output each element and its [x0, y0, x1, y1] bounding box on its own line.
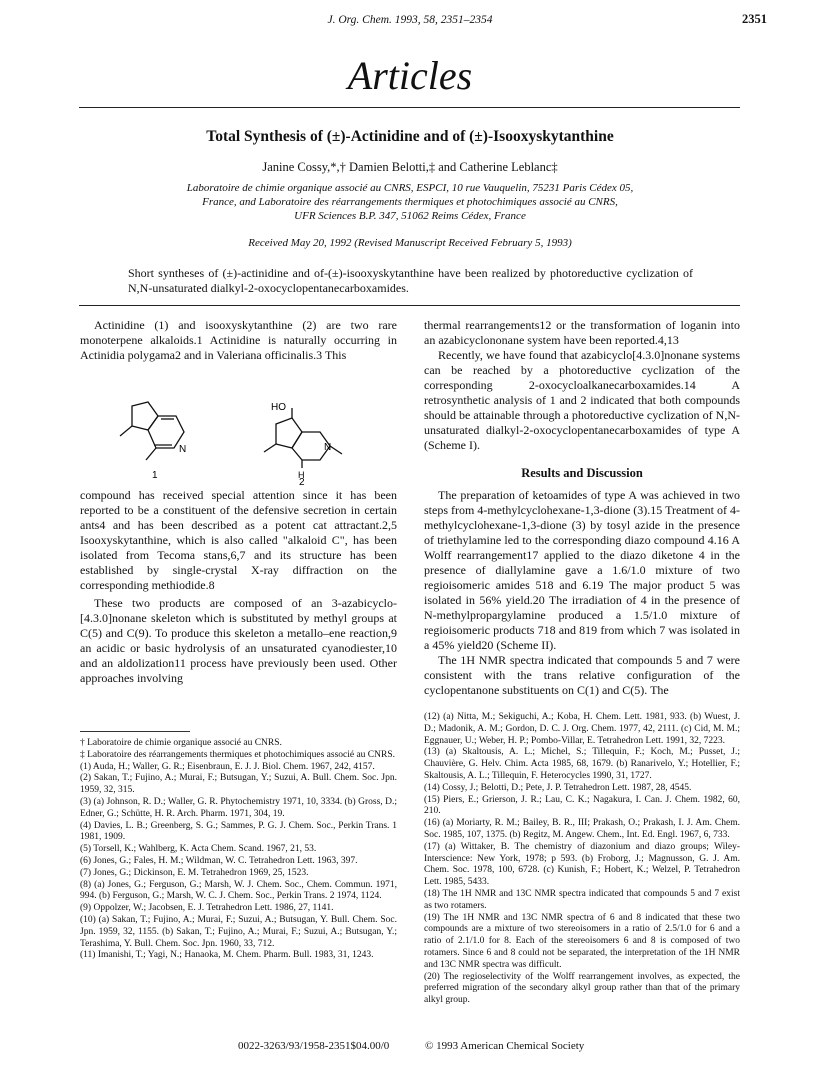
chemical-structures-figure — [80, 394, 397, 486]
page-number: 2351 — [742, 12, 767, 26]
footnote: (18) The 1H NMR and 13C NMR spectra indicated that compounds 5 and 7 exist as two rotamers. — [424, 888, 740, 911]
section-label: Articles — [347, 53, 473, 98]
paragraph: These two products are composed of an 3-azabicyclo-[4.3.0]nonane skeleton which is substituted by methyl groups at C(5) and C(9). To produce this skeleton a metallo–ene reaction,9 an acidic or basic hydrolysis of an unsaturated cyanodiester,10 and an aldolization11 process have previously been used. Other approaches involving — [80, 596, 397, 685]
paragraph: The preparation of ketoamides of type A was achieved in two steps from 4-methylcyclohexane-1,3-dione (3).15 Treatment of 4-methylcyclohexane-1,3-dione (3) by tosyl azide in the presence of triethylamine led to the corresponding diazo compound 4.16 A Wolff rearrangement17 applied to the diazo diketone 4 in the presence of diallylamine gave a 1.6/1.0 mixture of two regioisomeric amides 518 and 6.19 The major product 5 was isolated in 56% yield.20 The irradiation of 4 in the presence of N-methylpropargylamine produced a 1.5/1.0 mixture of regioisomeric products 718 and 819 from which 7 was isolated in a 45% yield20 (Scheme II). — [424, 488, 740, 652]
footnote: (14) Cossy, J.; Belotti, D.; Pete, J. P. Tetrahedron Lett. 1987, 28, 4545. — [424, 782, 692, 793]
footnote: (8) (a) Jones, G.; Ferguson, G.; Marsh, W. J. Chem. Soc., Chem. Commun. 1971, 994. (b) Ferguson, G.; Marsh, W. C. J. Chem. Soc., Perkin Trans. 2 1974, 1124. — [80, 879, 397, 902]
affiliation-line: UFR Sciences B.P. 347, 51062 Reims Cédex, France — [294, 210, 526, 222]
header-rule — [79, 107, 740, 108]
compound-label-1: 1 — [152, 470, 158, 481]
right-col-top — [424, 318, 740, 453]
footnote: (10) (a) Sakan, T.; Fujino, A.; Murai, F.; Suzui, A.; Butsugan, Y. Bull. Chem. Soc. Jpn. 1959, 32, 1155. (b) Sakan, T.; Fujino, A.; Murai, F.; Suzui, A.; Butsugan, Y.; Terashima, Y. Bull. Chem. Soc. Jpn. 1960, 33, 712. — [80, 914, 397, 949]
paragraph: Actinidine (1) and isooxyskytanthine (2) are two rare monoterpene alkaloids.1 Actinidine is naturally occurring in Actinidia polygama2 and in Valeriana officinalis.3 This — [80, 318, 397, 362]
footnote: † Laboratoire de chimie organique associé au CNRS. — [80, 738, 282, 748]
abstract-rule — [79, 305, 740, 306]
received-dates: Received May 20, 1992 (Revised Manuscript Received February 5, 1993) — [248, 237, 572, 249]
atom-label: H — [298, 470, 305, 480]
structure-actinidine — [120, 402, 187, 460]
footnote: (3) (a) Johnson, R. D.; Waller, G. R. Phytochemistry 1971, 10, 3334. (b) Gross, D.; Edner, G.; Schütte, H. R. Arch. Pharm. 1971, 304, 19. — [80, 796, 397, 819]
footnote: (5) Torsell, K.; Wahlberg, K. Acta Chem. Scand. 1967, 21, 53. — [80, 844, 317, 855]
right-col-body — [424, 488, 740, 698]
footnote: (1) Auda, H.; Waller, G. R.; Eisenbraun, E. J. J. Biol. Chem. 1967, 242, 4157. — [80, 761, 375, 772]
abstract: Short syntheses of (±)-actinidine and of-(±)-isooxyskytanthine have been realized by photoreductive cyclization of N,N-unsaturated dialkyl-2-oxocyclopentanecarboxamides. — [128, 266, 693, 295]
affiliation-line: France, and Laboratoire des réarrangements thermiques et photochimiques associé au CNRS, — [202, 196, 618, 208]
affiliation-line: Laboratoire de chimie organique associé au CNRS, ESPCI, 10 rue Vauquelin, 75231 Paris Cédex 05, — [186, 182, 634, 194]
atom-label: N — [179, 444, 187, 455]
paragraph: thermal rearrangements12 or the transformation of loganin into an azabicyclononane system have been reported.4,13 — [424, 318, 740, 347]
footnote: ‡ Laboratoire des réarrangements thermiques et photochimiques associé au CNRS. — [80, 749, 395, 760]
footnote: (17) (a) Wittaker, B. The chemistry of diazonium and diazo groups; Wiley-Interscience: New York, 1978; p 593. (b) Froborg, J.; Magnusson, G. J. Am. Chem. Soc. 1978, 100, 6728. (c) Kunish, F.; Hobert, K.; Welzel, P. Tetrahedron Lett. 1985, 5433. — [424, 841, 740, 888]
paragraph: compound has received special attention since it has been reported to be a constituent of the defensive secretion in certain ants4 and has been described as a potent cat attractant.2,5 Isooxyskytanthine, which is also called "alkaloid C", has been isolated from Tecoma stans,6,7 and its structure has been established by single-crystal X-ray diffraction on the corresponding methiodide.8 — [80, 488, 397, 592]
footnote: (9) Oppolzer, W.; Jacobsen, E. J. Tetrahedron Lett. 1986, 27, 1141. — [80, 903, 334, 914]
compound-label-2: 2 — [299, 477, 305, 486]
footnote: (15) Piers, E.; Grierson, J. R.; Lau, C. K.; Nagakura, I. Can. J. Chem. 1982, 60, 210. — [424, 794, 740, 817]
footnotes-right — [424, 712, 740, 1007]
footnote: (2) Sakan, T.; Fujino, A.; Murai, F.; Butsugan, Y.; Suzui, A. Bull. Chem. Soc. Jpn. 1959, 32, 315. — [80, 773, 397, 796]
footnote: (12) (a) Nitta, M.; Sekiguchi, A.; Koba, H. Chem. Lett. 1981, 933. (b) Wuest, J. D.; Madonik, A. M.; Gordon, D. C. J. Org. Chem. 1977, 42, 2111. (c) Cid, M. M.; Eggnauer, U.; Weber, H. P.; Pombo-Villar, E. Tetrahedron Lett. 1991, 32, 7223. — [424, 712, 740, 746]
footnote: (19) The 1H NMR and 13C NMR spectra of 6 and 8 indicated that these two compounds are a mixture of two stereoisomers in a ratio of 2.5/1.0 for 6 and a ratio of 2.1/1.0 for 8. Each of the stereoisomers 6 and 8 is composed of two rotamers. Since 6 and 8 could not be separated, the interpretation of the 1H NMR and 13C NMR spectra was difficult. — [424, 912, 740, 970]
section-heading: Results and Discussion — [521, 466, 643, 480]
footnote: (6) Jones, G.; Fales, H. M.; Wildman, W. C. Tetrahedron Lett. 1963, 397. — [80, 855, 358, 866]
structure-isooxyskytanthine — [264, 408, 342, 468]
footnote: (4) Davies, L. B.; Greenberg, S. G.; Sammes, P. G. J. Chem. Soc., Perkin Trans. 1 1981, 1909. — [80, 820, 397, 843]
article-title: Total Synthesis of (±)-Actinidine and of (±)-Isooxyskytanthine — [206, 128, 614, 145]
paragraph: The 1H NMR spectra indicated that compounds 5 and 7 were consistent with the trans relative configuration of the cyclopentanone substituents on C(1) and C(5). The — [424, 653, 740, 697]
footnote: (16) (a) Moriarty, R. M.; Bailey, B. R., III; Prakash, O.; Prakash, I. J. Am. Chem. Soc. 1985, 107, 1375. (b) Regitz, M. Angew. Chem., Int. Ed. Engl. 1967, 6, 733. — [424, 818, 740, 840]
atom-label: N — [324, 442, 332, 453]
paragraph: Recently, we have found that azabicyclo[4.3.0]nonane systems can be reached by a photoreductive cyclization of the corresponding 2-oxocycloalkanecarboxamides.14 A retrosynthetic analysis of 1 and 2 indicated that both compounds should be attainable through a photoreductive cyclization of N,N-unsaturated dialkyl-2-oxocyclopentanecarboxamides of type A (Scheme I). — [424, 348, 740, 452]
footnote: (20) The regioselectivity of the Wolff rearrangement involves, as expected, the preferred migration of the secondary alkyl group rather than that of the primary alkyl group. — [424, 971, 740, 1006]
copyright: © 1993 American Chemical Society — [425, 1040, 585, 1052]
author-list: Janine Cossy,*,† Damien Belotti,‡ and Catherine Leblanc‡ — [262, 160, 558, 174]
footnote: (11) Imanishi, T.; Yagi, N.; Hanaoka, M. Chem. Pharm. Bull. 1983, 31, 1243. — [80, 950, 374, 961]
article-code: 0022-3263/93/1958-2351$04.00/0 — [238, 1040, 390, 1052]
journal-citation: J. Org. Chem. 1993, 58, 2351–2354 — [327, 14, 493, 26]
affiliation-block — [100, 181, 720, 223]
left-col-intro — [80, 318, 397, 363]
left-col-body — [80, 488, 397, 686]
footnote: (7) Jones, G.; Dickinson, E. M. Tetrahedron 1969, 25, 1523. — [80, 867, 309, 878]
footnote: (13) (a) Skaltousis, A. L.; Michel, S.; Tillequin, F.; Koch, M.; Pusset, J.; Chauvière, G. Helv. Chim. Acta 1985, 68, 1679. (b) Ranarivelo, Y.; Hotellier, F.; Skaltousis, A. L.; Tillequin, F. Heterocycles 1990, 31, 1727. — [424, 747, 740, 781]
footnote-rule — [80, 731, 190, 732]
footnotes-left — [80, 738, 397, 962]
atom-label: HO — [271, 402, 286, 413]
